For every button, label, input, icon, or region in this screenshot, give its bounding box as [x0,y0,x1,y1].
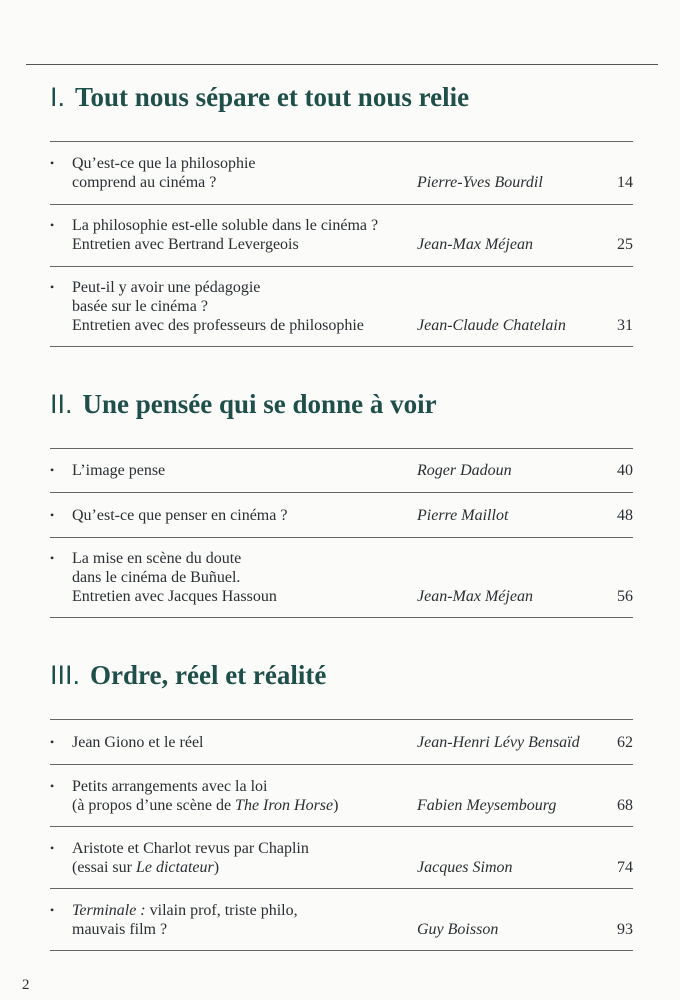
entry-title [72,506,417,525]
entry-title [72,733,417,752]
rule [50,492,633,493]
italic-label: Terminale : [72,902,146,919]
entry-author: Jean-Max Méjean [417,588,533,605]
entry-author: Jean-Henri Lévy Bensaïd [417,734,580,751]
entry-page: 48 [617,507,633,524]
section-title: Une pensée qui se donne à voir [82,389,437,419]
film-title: Le dictateur [135,859,214,876]
entry-title [72,839,417,877]
top-rule [26,64,658,65]
entry-author: Jean-Claude Chatelain [417,317,566,334]
entry-title [72,777,417,815]
text-run: (à propos d’une scène de [72,797,236,814]
rule [50,266,633,267]
title-line: Entretien avec des professeurs de philosophie [72,317,364,334]
title-line: Petits arrangements avec la loi [72,778,268,795]
title-line [72,901,417,920]
bullet: • [50,841,55,855]
section-number: II. [50,389,73,419]
page-number: 2 [22,977,30,993]
title-line: La mise en scène du doute [72,550,242,567]
entry-author: Jean-Max Méjean [417,236,533,253]
title-line: dans le cinéma de Buñuel. [72,569,241,586]
title-line: L’image pense [72,462,166,479]
title-line: mauvais film ? [72,921,168,938]
rule [50,141,633,142]
entry-author: Roger Dadoun [417,462,512,479]
entry-page: 93 [617,921,633,938]
entry-page: 31 [617,317,633,334]
entry-title [72,278,417,335]
film-title: The Iron Horse [235,797,334,814]
bullet: • [50,551,55,565]
title-line: La philosophie est-elle soluble dans le cinéma ? [72,217,379,234]
rule [50,537,633,538]
entry-title [72,901,417,939]
rule [50,888,633,889]
rule [50,719,633,720]
entry-author: Fabien Meysembourg [417,797,557,814]
title-line: basée sur le cinéma ? [72,298,208,315]
bullet: • [50,156,55,170]
rule [50,950,633,951]
entry-page: 62 [617,734,633,751]
section-heading [50,389,437,420]
text-run: ) [213,859,220,876]
entry-author: Guy Boisson [417,921,499,938]
bullet: • [50,280,55,294]
entry-title [72,549,417,606]
section-heading [50,660,326,691]
rule [50,617,633,618]
bullet: • [50,735,55,749]
text-run: (essai sur [72,859,136,876]
entry-page: 56 [617,588,633,605]
text-run: ) [333,797,339,814]
rule [50,826,633,827]
entry-author: Pierre Maillot [417,507,509,524]
bullet: • [50,508,55,522]
title-line: Qu’est-ce que penser en cinéma ? [72,507,288,524]
entry-page: 14 [617,174,633,191]
entry-author: Jacques Simon [417,859,513,876]
rule [50,448,633,449]
title-line: Entretien avec Jacques Hassoun [72,588,277,605]
entry-page: 25 [617,236,633,253]
section-title: Tout nous sépare et tout nous relie [75,82,470,112]
section-number: III. [50,660,81,690]
entry-title [72,461,417,480]
title-line: Jean Giono et le réel [72,734,204,751]
bullet: • [50,903,55,917]
bullet: • [50,463,55,477]
rule [50,204,633,205]
title-line: comprend au cinéma ? [72,174,217,191]
title-line [72,858,417,877]
entry-title [72,216,417,254]
title-line: Qu’est-ce que la philosophie [72,155,256,172]
title-line: Aristote et Charlot revus par Chaplin [72,840,309,857]
section-heading [50,82,469,113]
entry-page: 74 [617,859,633,876]
bullet: • [50,218,55,232]
title-line: Entretien avec Bertrand Levergeois [72,236,299,253]
text-run: vilain prof, triste philo, [145,902,298,919]
bullet: • [50,779,55,793]
title-line: Peut-il y avoir une pédagogie [72,279,261,296]
entry-page: 68 [617,797,633,814]
rule [50,764,633,765]
section-title: Ordre, réel et réalité [90,660,327,690]
entry-page: 40 [617,462,633,479]
rule [50,346,633,347]
title-line [72,796,417,815]
entry-title [72,154,417,192]
entry-author: Pierre-Yves Bourdil [417,174,543,191]
section-number: I. [50,82,66,112]
